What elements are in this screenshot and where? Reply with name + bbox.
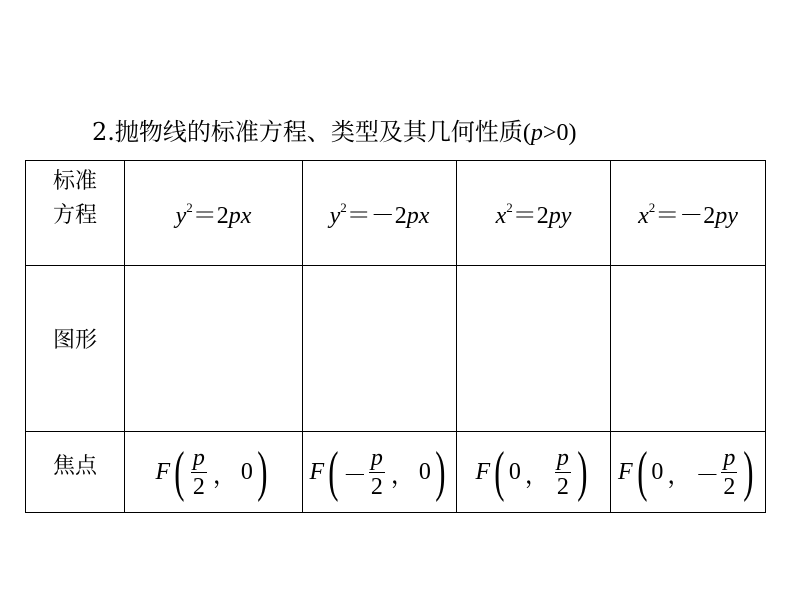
eq-rhs: ＝－2 <box>346 203 407 229</box>
row-header-line: 标准 <box>52 169 97 194</box>
eq-rhs-vars: py <box>715 203 738 229</box>
focus-cell <box>457 432 611 513</box>
right-paren: ) <box>257 441 268 503</box>
focus-letter: F <box>309 458 325 485</box>
eq-rhs-vars: px <box>406 203 430 229</box>
fraction-denominator: 2 <box>370 473 383 500</box>
fraction-numerator: p <box>556 444 569 471</box>
fraction <box>555 446 571 499</box>
fraction-numerator: p <box>723 444 736 471</box>
focus-comma: ， <box>524 462 549 489</box>
right-paren: ) <box>577 441 588 503</box>
focus-other-coord: 0 <box>418 458 431 485</box>
section-title <box>92 112 576 147</box>
focus-other-coord: 0 <box>508 458 521 485</box>
shape-cell <box>611 266 766 432</box>
eq-rhs-vars: px <box>228 203 252 229</box>
equation-cell <box>125 161 303 266</box>
focus-cell <box>611 432 766 513</box>
shape-row <box>26 266 766 432</box>
focus-letter: F <box>618 458 633 485</box>
left-paren: ( <box>328 441 339 503</box>
equation-cell <box>611 161 766 266</box>
eq-lhs-var: x <box>495 203 507 229</box>
focus-letter: F <box>475 458 491 485</box>
eq-lhs-var: x <box>638 203 649 229</box>
eq-rhs: ＝2 <box>192 203 229 229</box>
focus-cell <box>125 432 303 513</box>
left-paren: ( <box>174 441 185 503</box>
shape-cell <box>303 266 457 432</box>
equation-cell <box>303 161 457 266</box>
focus-row <box>26 432 766 513</box>
right-paren: ) <box>743 441 754 503</box>
fraction-denominator: 2 <box>723 473 736 500</box>
fraction-numerator: p <box>370 444 383 471</box>
focus-sign: － <box>342 462 367 489</box>
focus-other-coord: 0 <box>240 458 253 485</box>
title-variable: p <box>530 120 543 146</box>
focus-comma: ， <box>390 462 415 489</box>
eq-exponent: 2 <box>506 200 513 215</box>
right-paren: ) <box>435 441 446 503</box>
shape-cell <box>457 266 611 432</box>
equation-cell <box>457 161 611 266</box>
focus-sign: － <box>695 462 720 489</box>
row-header-shape: 图形 <box>26 266 125 432</box>
eq-rhs: ＝－2 <box>655 203 716 229</box>
eq-rhs: ＝2 <box>512 203 549 229</box>
eq-exponent: 2 <box>340 200 347 215</box>
row-header-equation <box>26 161 125 266</box>
eq-exponent: 2 <box>648 200 656 215</box>
fraction-denominator: 2 <box>556 473 569 500</box>
parabola-properties-table <box>25 160 766 513</box>
title-condition: >0) <box>542 120 577 146</box>
row-header-line: 方程 <box>52 203 97 228</box>
focus-comma: ， <box>667 462 692 489</box>
shape-cell <box>125 266 303 432</box>
left-paren: ( <box>636 441 648 503</box>
eq-lhs-var: y <box>329 203 341 229</box>
focus-other-coord: 0 <box>651 458 664 485</box>
fraction-denominator: 2 <box>192 473 205 500</box>
eq-rhs-vars: py <box>548 203 572 229</box>
fraction <box>721 446 737 499</box>
title-text: 2.抛物线的标准方程、类型及其几何性质 <box>92 118 523 146</box>
row-header-focus: 焦点 <box>26 432 125 513</box>
focus-cell <box>303 432 457 513</box>
eq-exponent: 2 <box>186 200 193 215</box>
focus-comma: ， <box>212 462 237 489</box>
fraction <box>369 446 385 499</box>
eq-lhs-var: y <box>175 203 187 229</box>
title-open-paren: ( <box>522 120 531 146</box>
fraction <box>191 446 207 499</box>
focus-letter: F <box>155 458 171 485</box>
equation-row <box>26 161 766 266</box>
fraction-numerator: p <box>192 444 205 471</box>
left-paren: ( <box>494 441 505 503</box>
